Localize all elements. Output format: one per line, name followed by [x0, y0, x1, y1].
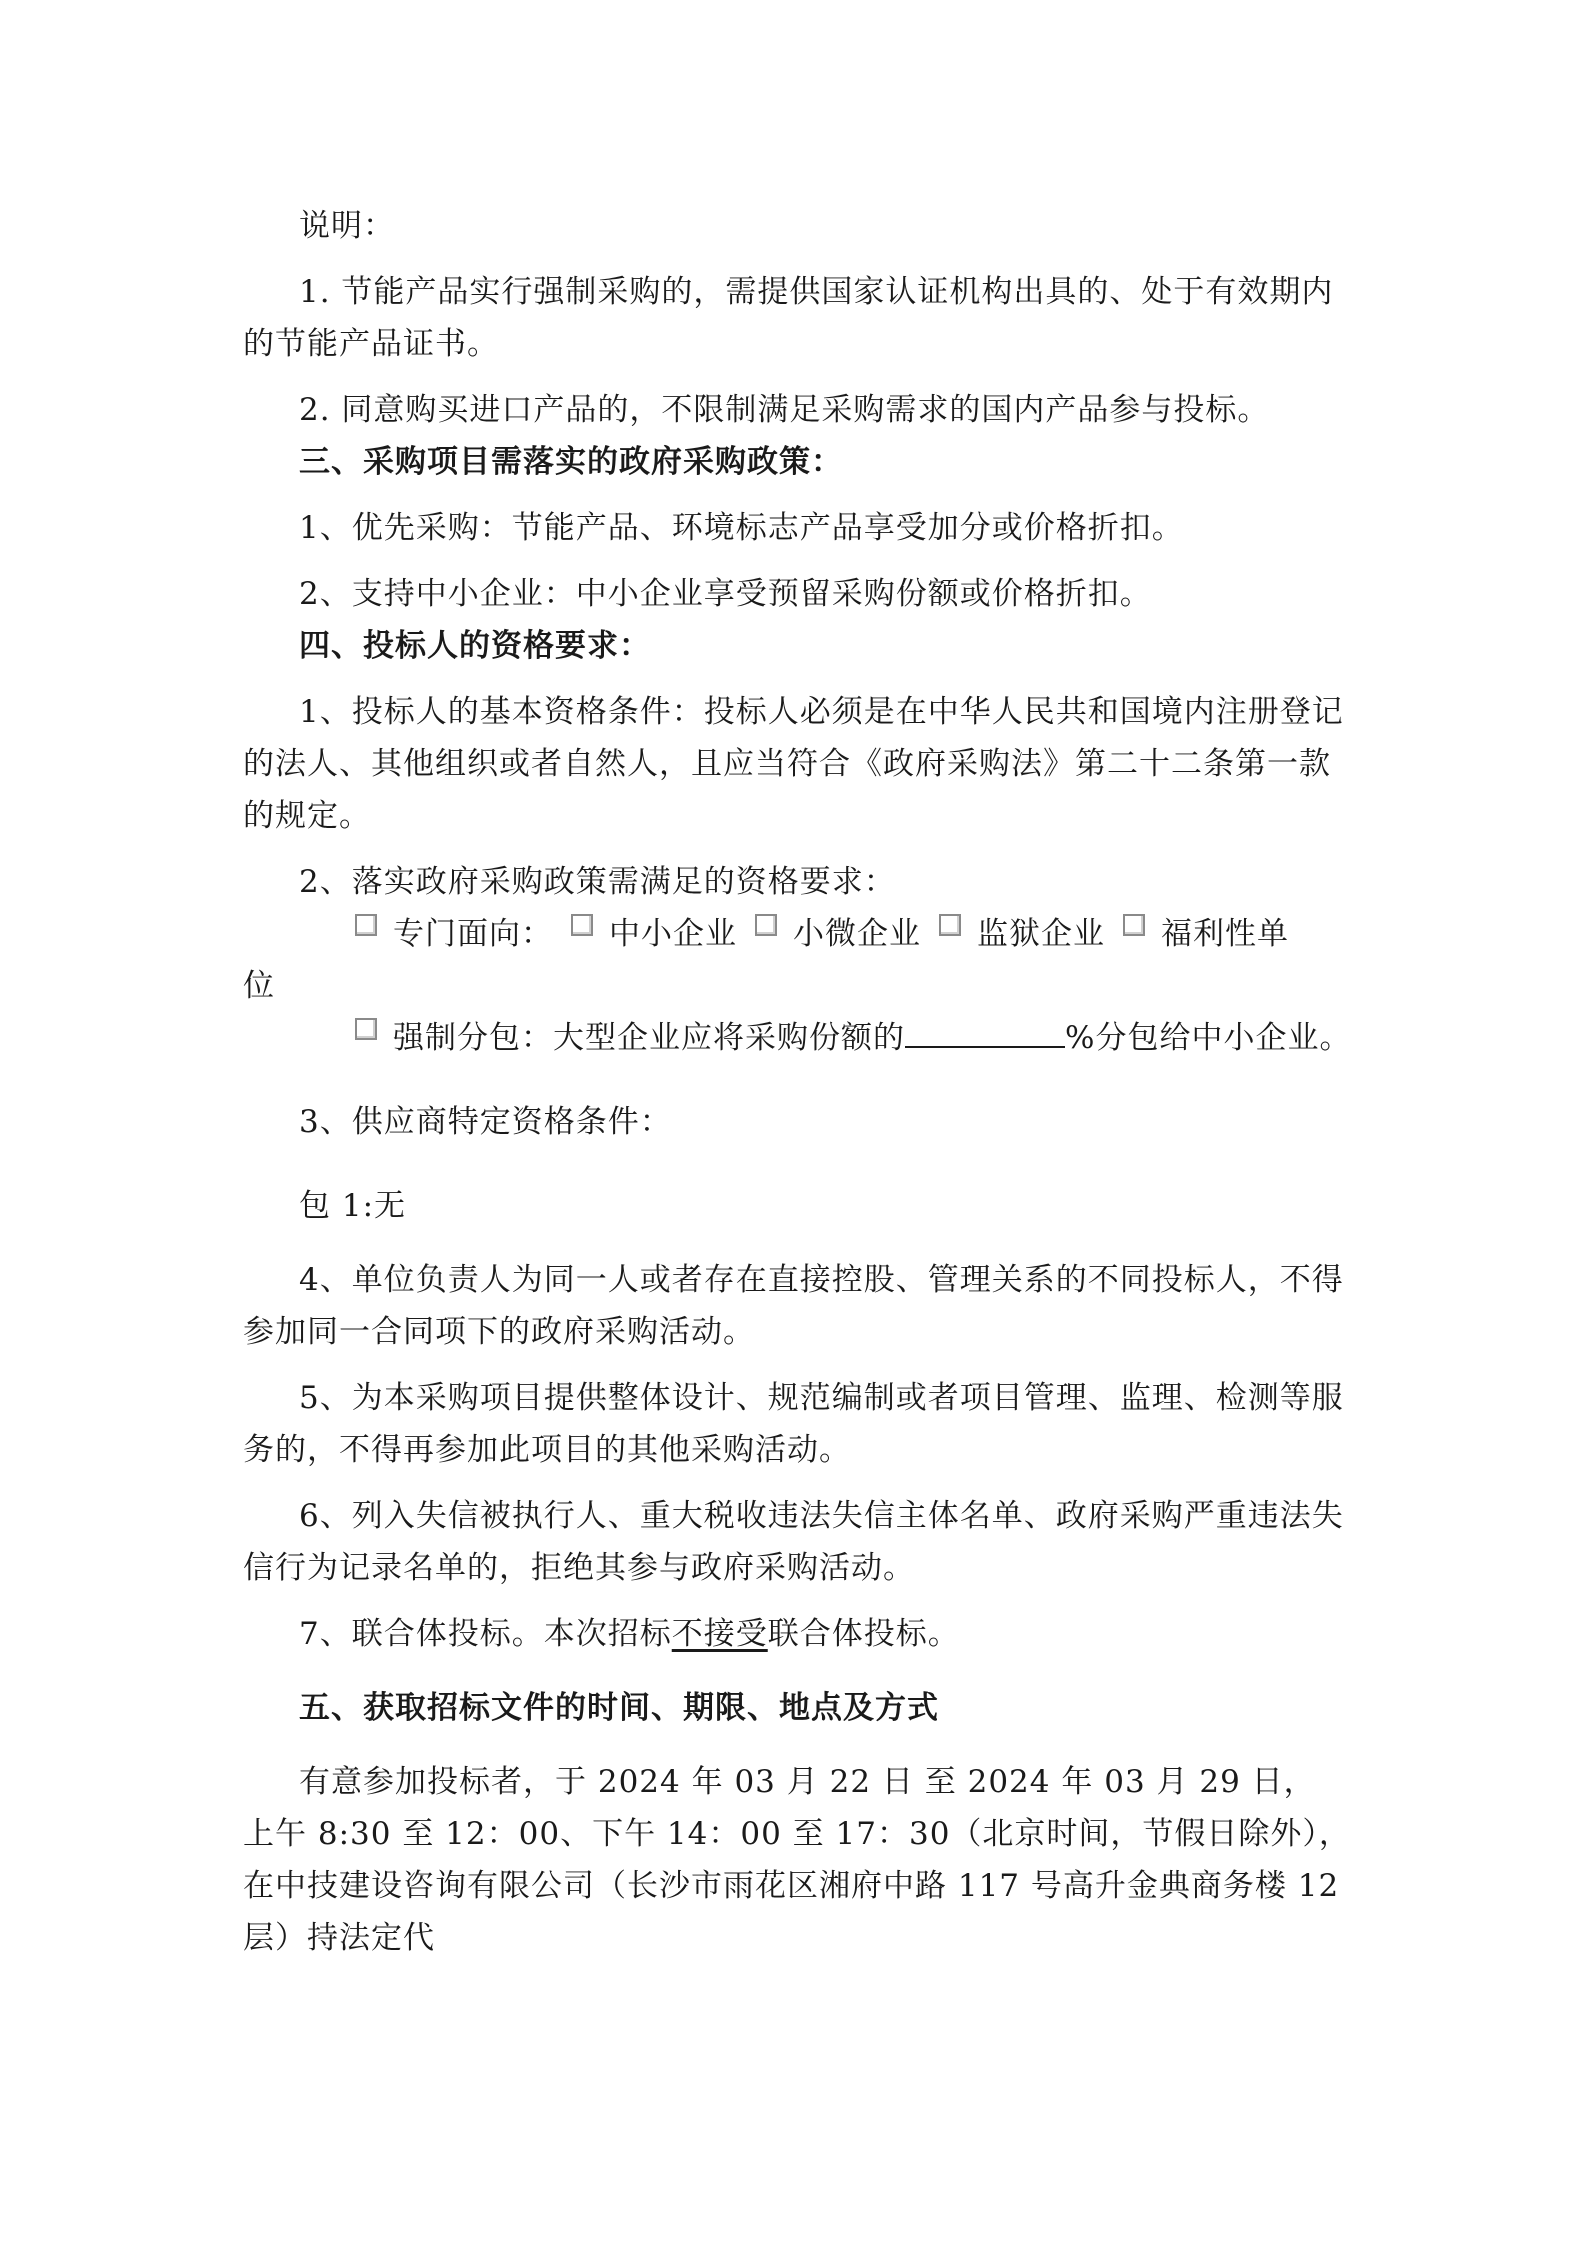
option-prison: 监狱企业 [977, 916, 1105, 952]
section-4-item-4: 4、单位负责人为同一人或者存在直接控股、管理关系的不同投标人，不得参加同一合同项下的政府采购活动。 [243, 1262, 1344, 1350]
section-4-item-3: 3、供应商特定资格条件： [299, 1104, 672, 1140]
subcontract-percent-blank[interactable] [905, 1016, 1065, 1048]
item-7-suffix: 联合体投标。 [767, 1616, 960, 1652]
note-heading: 说明： [299, 208, 395, 244]
note-item-2: 2. 同意购买进口产品的，不限制满足采购需求的国内产品参与投标。 [299, 392, 1270, 428]
section-4-item-7 [243, 1608, 1353, 1660]
dedicated-orientation-row [243, 908, 1353, 960]
checkbox-prison[interactable] [939, 914, 961, 936]
item-7-underlined: 不接受 [671, 1616, 768, 1652]
document-page [243, 200, 1353, 1964]
section-5-paragraph: 有意参加投标者，于 2024 年 03 月 22 日 至 2024 年 03 月 29 日， 上午 8:30 至 12：00、下午 14：00 至 17：30（北京时间，节假日除外）， 在中技建设咨询有限公司（长沙市雨花区湘府中路 117 号高升金典商务楼 12 层）持法定代 [243, 1764, 1351, 1956]
mandatory-subcontract-row [243, 1012, 1353, 1064]
option-sme: 中小企业 [609, 916, 737, 952]
section-4-heading: 四、投标人的资格要求： [299, 628, 651, 664]
checkbox-micro[interactable] [755, 914, 777, 936]
section-5-heading: 五、获取招标文件的时间、期限、地点及方式 [299, 1690, 939, 1726]
subcontract-suffix: %分包给中小企业。 [1065, 1020, 1352, 1056]
note-item-1: 1. 节能产品实行强制采购的，需提供国家认证机构出具的、处于有效期内的节能产品证书。 [243, 274, 1334, 362]
checkbox-welfare[interactable] [1123, 914, 1145, 936]
option-micro: 小微企业 [793, 916, 921, 952]
section-3-item-1: 1、优先采购：节能产品、环境标志产品享受加分或价格折扣。 [299, 510, 1184, 546]
package-1: 包 1:无 [299, 1188, 407, 1224]
checkbox-dedicated[interactable] [355, 914, 377, 936]
option-welfare: 福利性单 [1161, 916, 1289, 952]
section-4-item-6: 6、列入失信被执行人、重大税收违法失信主体名单、政府采购严重违法失信行为记录名单的，拒绝其参与政府采购活动。 [243, 1498, 1344, 1586]
section-3-item-2: 2、支持中小企业：中小企业享受预留采购份额或价格折扣。 [299, 576, 1152, 612]
item-7-prefix: 7、联合体投标。本次招标 [299, 1616, 672, 1652]
section-3-heading: 三、采购项目需落实的政府采购政策： [299, 444, 843, 480]
option-welfare-wrap: 位 [243, 968, 275, 1004]
subcontract-label: 强制分包：大型企业应将采购份额的 [393, 1020, 905, 1056]
section-4-item-1: 1、投标人的基本资格条件：投标人必须是在中华人民共和国境内注册登记的法人、其他组织或者自然人，且应当符合《政府采购法》第二十二条第一款的规定。 [243, 694, 1344, 834]
section-4-item-2: 2、落实政府采购政策需满足的资格要求： [299, 864, 896, 900]
section-4-item-5: 5、为本采购项目提供整体设计、规范编制或者项目管理、监理、检测等服务的，不得再参加此项目的其他采购活动。 [243, 1380, 1344, 1468]
dedicated-label: 专门面向： [393, 916, 553, 952]
checkbox-mandatory-subcontract[interactable] [355, 1018, 377, 1040]
checkbox-sme[interactable] [571, 914, 593, 936]
